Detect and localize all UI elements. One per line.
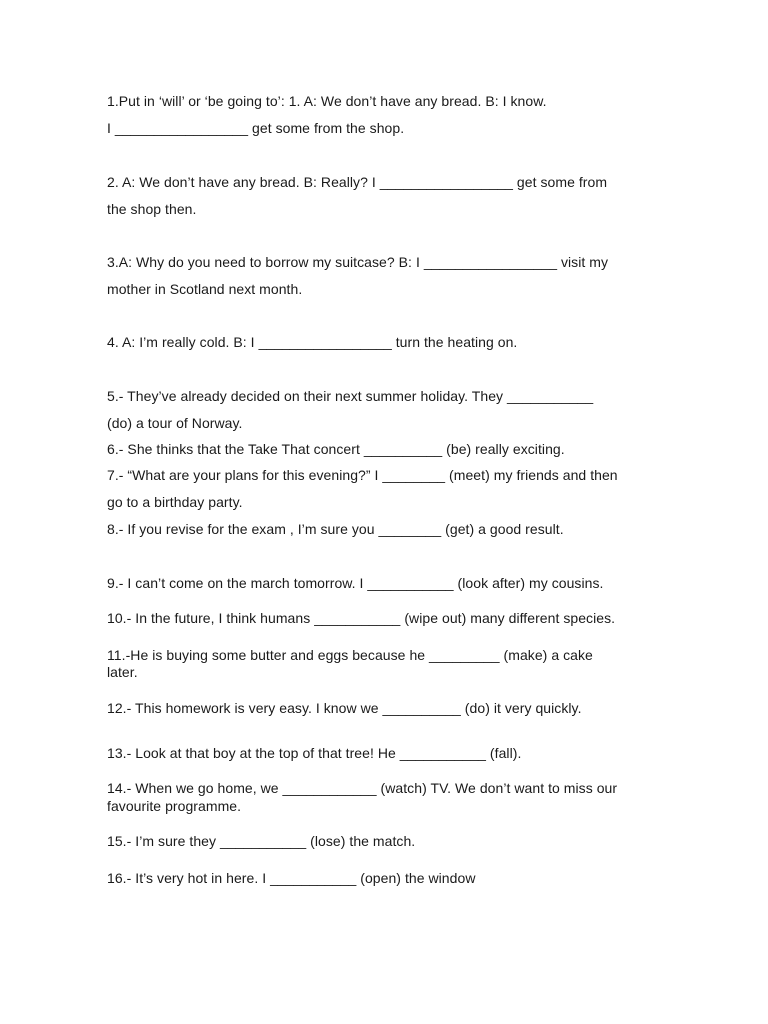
exercise-3-line-2: mother in Scotland next month. <box>107 281 303 297</box>
exercise-3-line-1: 3.A: Why do you need to borrow my suitcase? B: I _________________ visit my <box>107 254 609 270</box>
exercise-15-line: 15.- I’m sure they ___________ (lose) the match. <box>107 833 416 849</box>
exercise-1-line-2: I _________________ get some from the shop. <box>107 120 405 136</box>
exercise-6-line: 6.- She thinks that the Take That concert __________ (be) really exciting. <box>107 441 565 457</box>
exercise-9-line: 9.- I can’t come on the march tomorrow. I ___________ (look after) my cousins. <box>107 575 604 591</box>
exercise-14-line-2: favourite programme. <box>107 798 242 814</box>
exercise-16-line: 16.- It’s very hot in here. I ___________ (open) the window <box>107 870 476 886</box>
exercise-7-line-1: 7.- “What are your plans for this evening?” I ________ (meet) my friends and then <box>107 467 618 483</box>
exercise-7-line-2: go to a birthday party. <box>107 494 243 510</box>
exercise-13-line: 13.- Look at that boy at the top of that tree! He ___________ (fall). <box>107 745 522 761</box>
exercise-11-line-2: later. <box>107 664 138 680</box>
exercise-2-line-1: 2. A: We don’t have any bread. B: Really? I _________________ get some from <box>107 174 608 190</box>
exercise-8-line: 8.- If you revise for the exam , I’m sure you ________ (get) a good result. <box>107 521 564 537</box>
exercise-2-line-2: the shop then. <box>107 201 197 217</box>
exercise-instruction-line: 1.Put in ‘will’ or ‘be going to’: 1. A: We don’t have any bread. B: I know. <box>107 93 547 109</box>
exercise-5-line-1: 5.- They’ve already decided on their next summer holiday. They ___________ <box>107 388 594 404</box>
exercise-5-line-2: (do) a tour of Norway. <box>107 415 243 431</box>
exercise-14-line-1: 14.- When we go home, we ____________ (watch) TV. We don’t want to miss our <box>107 780 618 796</box>
exercise-10-line: 10.- In the future, I think humans ___________ (wipe out) many different species. <box>107 610 616 626</box>
exercise-11-line-1: 11.-He is buying some butter and eggs because he _________ (make) a cake <box>107 647 593 663</box>
exercise-4-line: 4. A: I’m really cold. B: I _________________ turn the heating on. <box>107 334 518 350</box>
exercise-12-line: 12.- This homework is very easy. I know we __________ (do) it very quickly. <box>107 700 582 716</box>
